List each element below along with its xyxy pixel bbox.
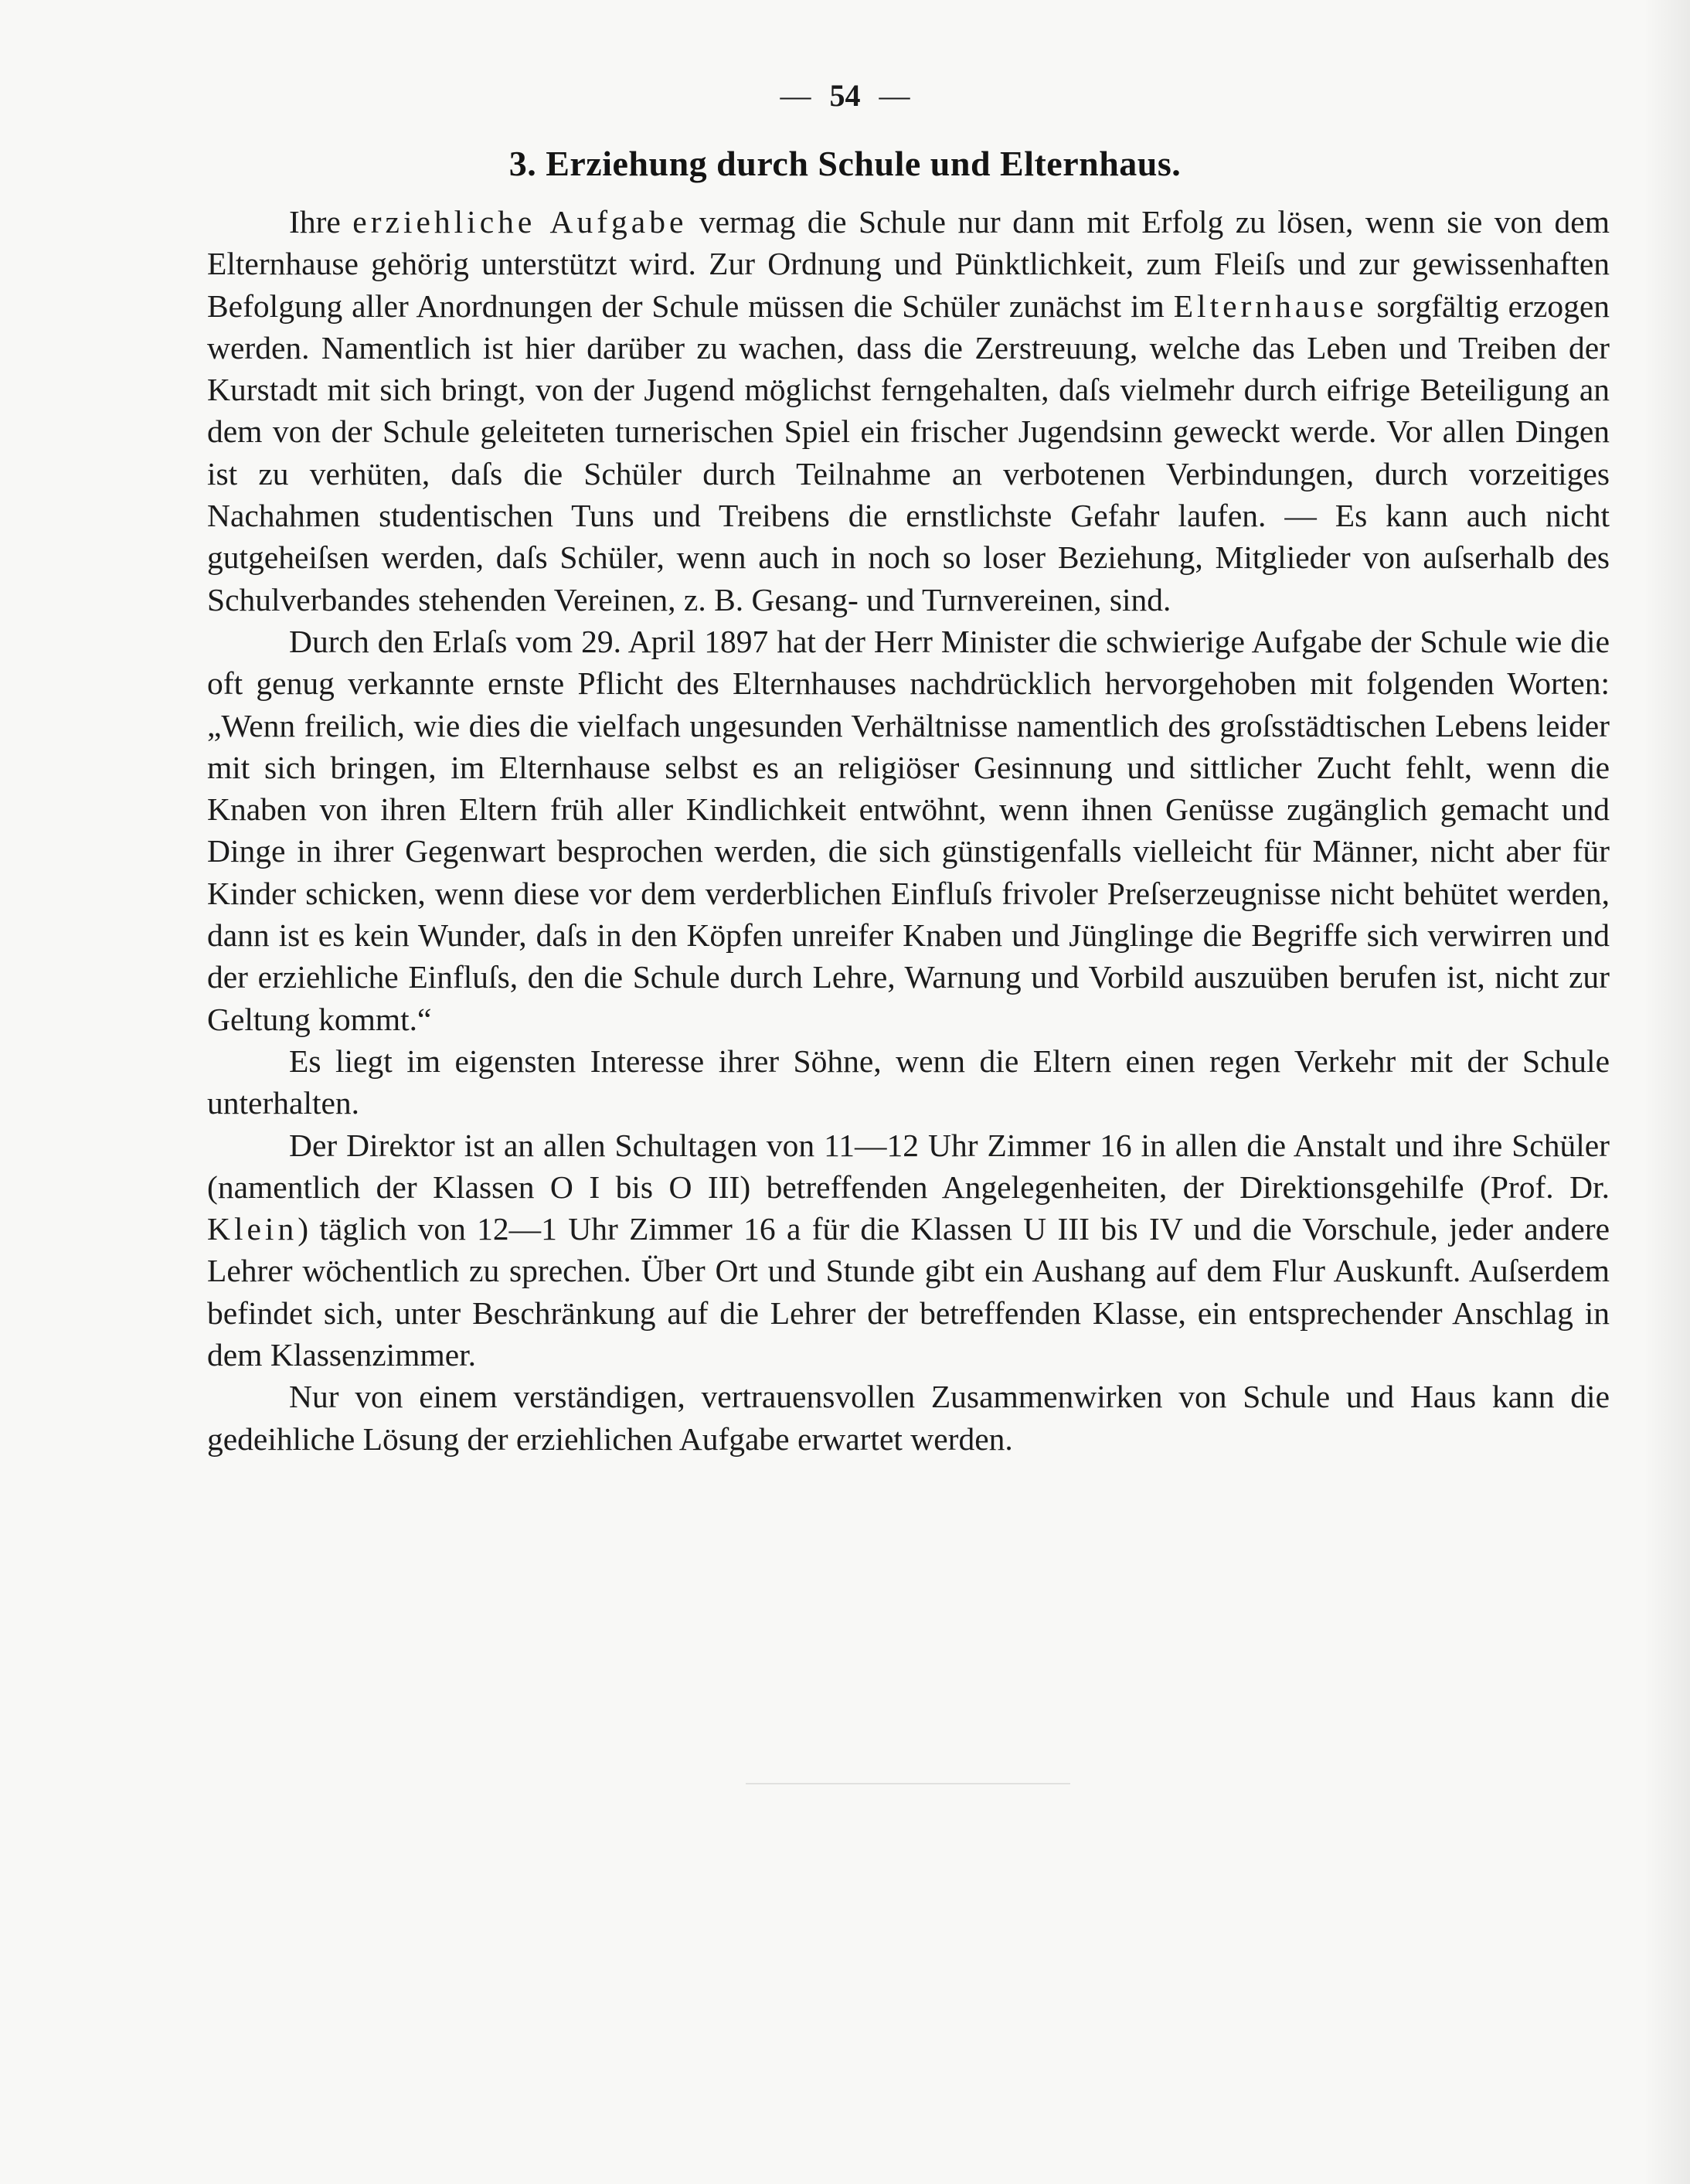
paragraph-text: sorgfältig erzogen werden. Namentlich ist hier darüber zu wachen, dass die Zerstreuung, welche das Leben und Treiben der Kurstadt mit sich bringt, von der Jugend möglichst ferngehalten, daſs vielmehr durch eifrige Beteiligung an dem von der Schule geleiteten turnerischen Spiel ein frischer Jugendsinn geweckt werde. Vor allen Dingen ist zu verhüten, daſs die Schüler durch Teilnahme an verbotenen Verbindungen, durch vorzeitiges Nachahmen studentischen Tuns und Treibens die ernstlichste Gefahr laufen. — Es kann auch nicht gutgeheiſsen werden, daſs Schüler, wenn auch in noch so loser Beziehung, Mitglieder von auſserhalb des Schulverbandes stehenden Vereinen, z. B. Gesang- und Turnvereinen, sind. xyxy=(207,287,1610,617)
page-edge-shadow xyxy=(1644,0,1690,2184)
spaced-emphasis: Klein xyxy=(207,1211,298,1247)
page-number-dash-left: — xyxy=(780,78,811,113)
paragraph-erlass xyxy=(207,621,1610,1040)
bleed-through-rule xyxy=(746,1783,1070,1784)
page-number-dash-right: — xyxy=(879,78,910,113)
paragraph-text: ) täglich von 12—1 Uhr Zimmer 16 a für die Klassen U III bis IV und die Vorschule, jeder andere Lehrer wöchentlich zu sprechen. Über Ort und Stunde gibt ein Aushang auf dem Flur Auskunft. Auſserdem befindet sich, unter Beschränkung auf die Lehrer der betreffenden Klasse, ein entsprechender Anschlag in dem Klassenzimmer. xyxy=(207,1211,1610,1373)
spaced-emphasis: Elternhause xyxy=(1173,287,1368,324)
paragraph-text: Es liegt im eigensten Interesse ihrer Söhne, wenn die Eltern einen regen Verkehr mit der Schule unterhalten. xyxy=(207,1043,1610,1121)
paragraph-text: Ihre xyxy=(289,204,353,240)
paragraph-sprechstunden xyxy=(207,1124,1610,1376)
paragraph-text: Nur von einem verständigen, vertrauensvollen Zusammenwirken von Schule und Haus kann die gedeihliche Lösung der erziehlichen Aufgabe erwartet werden. xyxy=(207,1379,1610,1457)
paragraph-text: vermag die Schule nur dann mit Erfolg zu lösen, wenn sie von dem Elternhause gehörig unterstützt wird. Zur Ordnung und Pünktlichkeit, zum Fleiſs und zur gewissenhaften Befolgung aller Anordnungen der Schule müssen die Schüler zunächst im xyxy=(207,204,1610,324)
paragraph-zusammenwirken xyxy=(207,1376,1610,1460)
paragraph-text: Der Direktor ist an allen Schultagen von 11—12 Uhr Zimmer 16 in allen die Anstalt und ihre Schüler (namentlich der Klassen O I bis O III) betreffenden Angelegenheiten, der Direktionsgehilfe (Prof. Dr. xyxy=(207,1127,1610,1205)
spaced-emphasis: erziehliche Aufgabe xyxy=(352,204,688,240)
page-number-value: 54 xyxy=(829,78,861,113)
paragraph-text: Durch den Erlaſs vom 29. April 1897 hat der Herr Minister die schwierige Aufgabe der Schule wie die oft genug verkannte ernste Pflicht des Elternhauses nachdrücklich hervorgehoben mit folgenden Worten: „Wenn freilich, wie dies die vielfach ungesunden Verhältnisse namentlich des groſsstädtischen Lebens leider mit sich bringen, im Elternhause selbst es an religiöser Gesinnung und sittlicher Zucht fehlt, wenn die Knaben von ihren Eltern früh aller Kindlichkeit entwöhnt, wenn ihnen Genüsse zugänglich gemacht und Dinge in ihrer Gegenwart besprochen werden, die sich günstigenfalls vielleicht für Männer, nicht aber für Kinder schicken, wenn diese vor dem verderblichen Einfluſs frivoler Preſserzeugnisse nicht behütet werden, dann ist es kein Wunder, daſs in den Köpfen unreifer Knaben und Jünglinge die Begriffe sich verwirren und der erziehliche Einfluſs, den die Schule durch Lehre, Warnung und Vorbild auszuüben berufen ist, nicht zur Geltung kommt.“ xyxy=(207,623,1610,1037)
section-title: 3. Erziehung durch Schule und Elternhaus. xyxy=(508,144,1182,183)
page-number xyxy=(0,77,1690,114)
paragraph-interesse xyxy=(207,1040,1610,1124)
body-text xyxy=(207,201,1610,1460)
paragraph-erziehliche-aufgabe xyxy=(207,201,1610,621)
